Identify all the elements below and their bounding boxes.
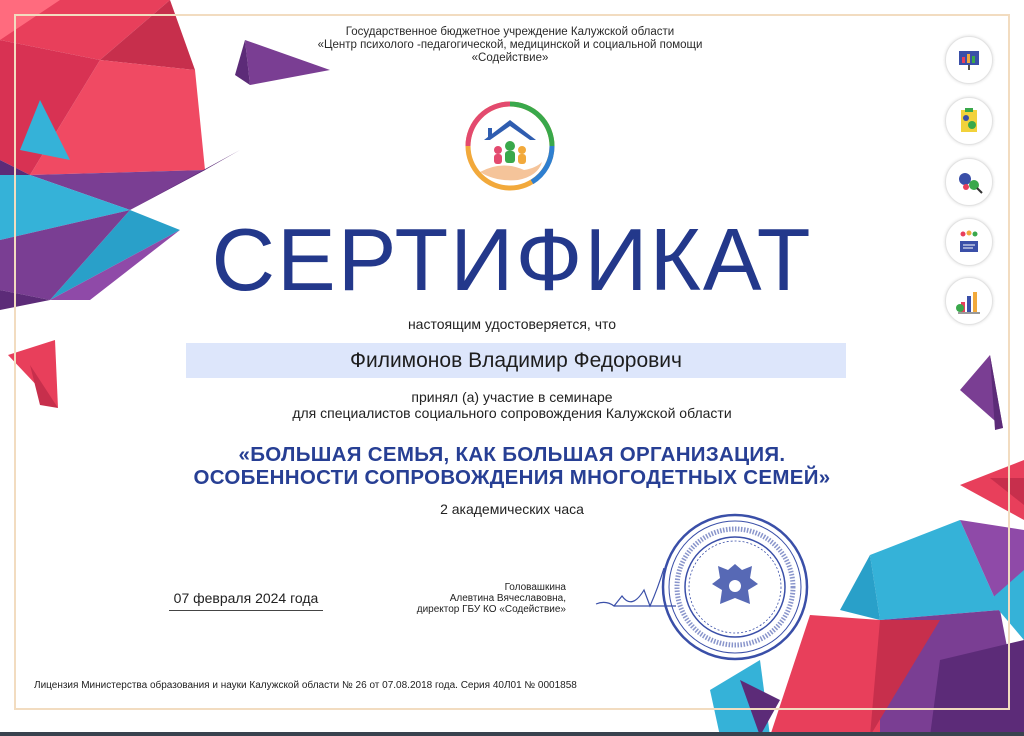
seminar-title-line-2: ОСОБЕННОСТИ СОПРОВОЖДЕНИЯ МНОГОДЕТНЫХ СЕМЕЙ» [193,466,831,489]
official-stamp [660,512,810,662]
bottom-bar [0,732,1024,736]
team-board-icon [945,218,993,266]
clipboard-gears-icon [945,97,993,145]
certificate-title: СЕРТИФИКАТ [211,210,813,309]
signatory-line-2: Алевтина Вячеславовна, [449,593,566,604]
issue-date: 07 февраля 2024 года [169,590,323,611]
license-text: Лицензия Министерства образования и науки Калужской области № 26 от 07.08.2018 года. Серия 40Л01 № 0001858 [34,680,577,691]
hours-text: 2 академических часа [440,501,584,517]
bar-chart-icon [945,277,993,325]
organization-logo [462,98,558,194]
organization-line-3: «Содействие» [471,52,549,64]
participation-line-2: для специалистов социального сопровождения Калужской области [292,405,732,421]
gears-magnifier-icon [945,158,993,206]
presentation-icon [945,36,993,84]
recipient-name: Филимонов Владимир Федорович [186,343,846,378]
signatory-line-3: директор ГБУ КО «Содействие» [416,604,566,615]
organization-line-1: Государственное бюджетное учреждение Калужской области [345,26,675,38]
seminar-title-line-1: «БОЛЬШАЯ СЕМЬЯ, КАК БОЛЬШАЯ ОРГАНИЗАЦИЯ. [238,443,786,466]
signatory-line-1: Головашкина [504,582,566,593]
signatory-block [417,582,566,615]
participation-line-1: принял (а) участие в семинаре [411,389,613,405]
organization-line-2: «Центр психолого -педагогической, медицинской и социальной помощи [317,39,703,51]
certifies-text: настоящим удостоверяется, что [407,316,617,332]
